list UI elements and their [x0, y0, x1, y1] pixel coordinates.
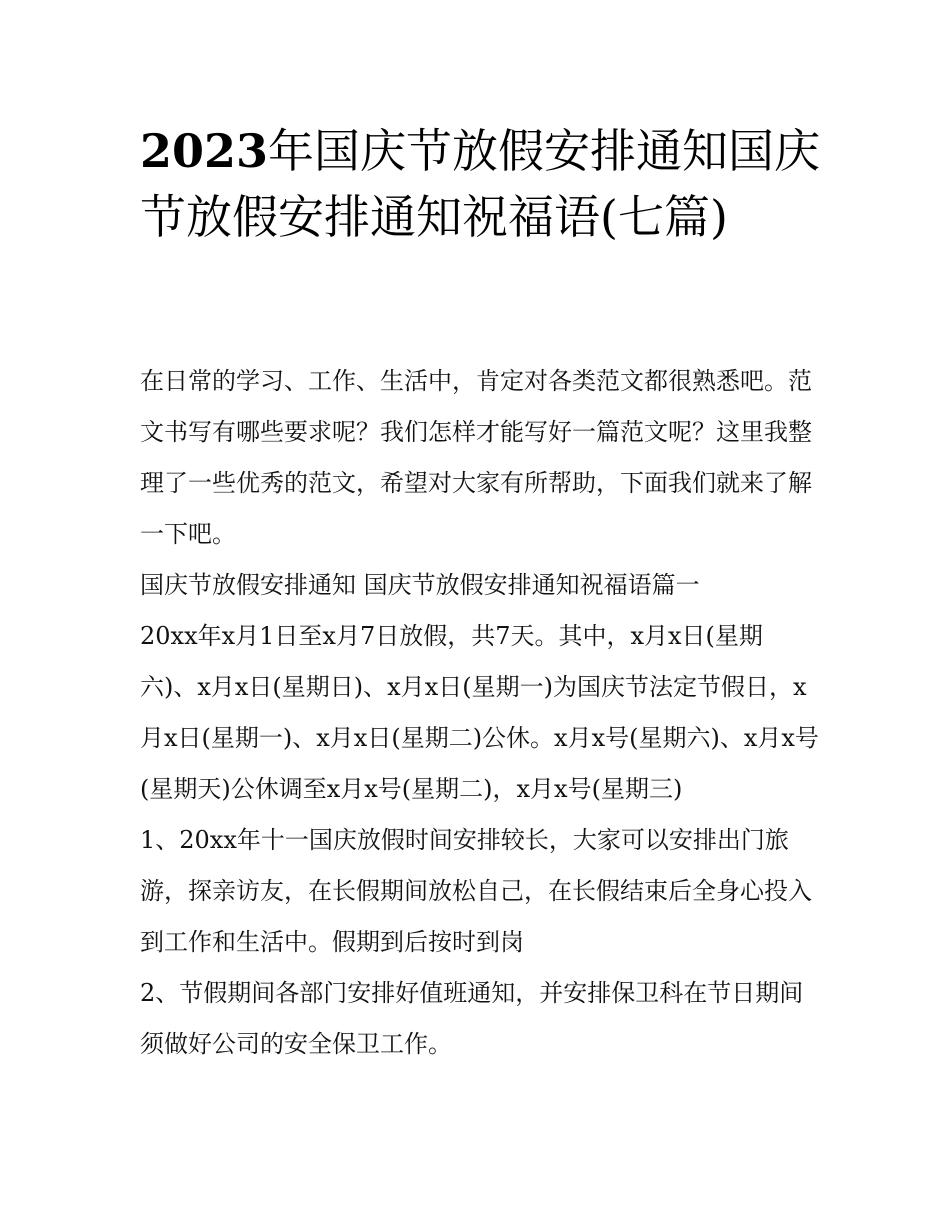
section-heading: 国庆节放假安排通知 国庆节放假安排通知祝福语篇一	[140, 571, 700, 599]
document-body	[140, 356, 820, 1070]
document-title	[140, 118, 830, 250]
title-text: 年国庆节放假安排通知国庆节放假安排通知祝福语(七篇)	[140, 124, 821, 244]
title-year: 2023	[140, 124, 269, 178]
list-item-2: 2、节假期间各部门安排好值班通知，并安排保卫科在节日期间须做好公司的安全保卫工作。	[140, 979, 804, 1058]
schedule-paragraph: 20xx年x月1日至x月7日放假，共7天。其中，x月x日(星期六)、x月x日(星期日)、x月x日(星期一)为国庆节法定节假日，x月x日(星期一)、x月x日(星期二)公休。x月x号(星期六)、x月x号(星期天)公休调至x月x号(星期二)，x月x号(星期三)	[140, 622, 819, 803]
list-item-1: 1、20xx年十一国庆放假时间安排较长，大家可以安排出门旅游，探亲访友，在长假期间放松自己，在长假结束后全身心投入到工作和生活中。假期到后按时到岗	[140, 826, 812, 956]
intro-paragraph: 在日常的学习、工作、生活中，肯定对各类范文都很熟悉吧。范文书写有哪些要求呢？我们怎样才能写好一篇范文呢？这里我整理了一些优秀的范文，希望对大家有所帮助，下面我们就来了解一下吧。	[140, 367, 812, 548]
